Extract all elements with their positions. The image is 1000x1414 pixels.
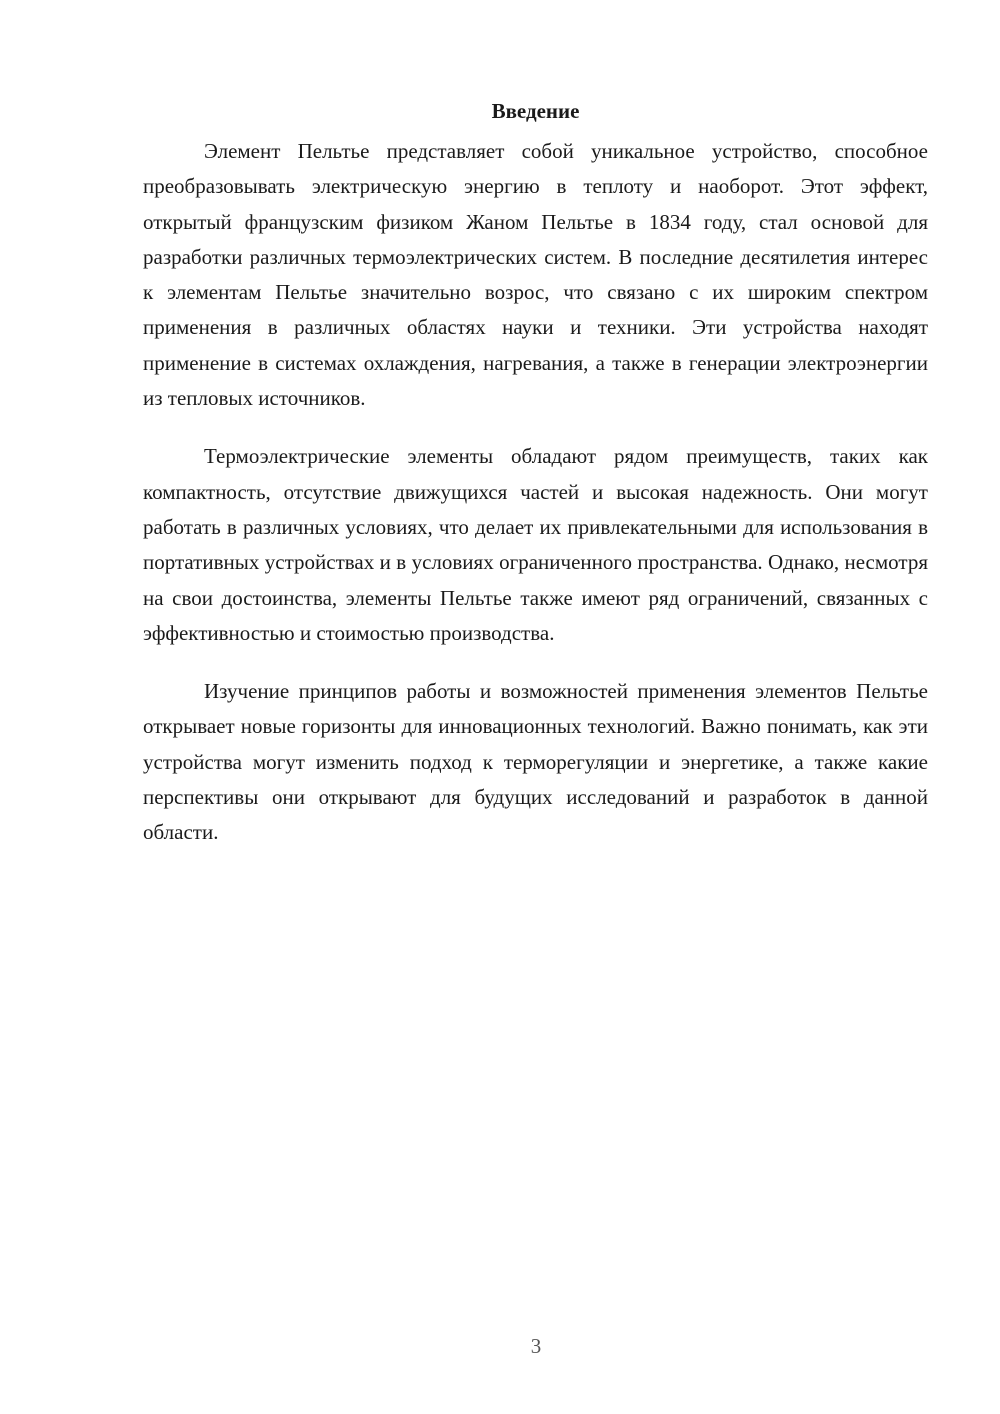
paragraph-1: Элемент Пельтье представляет собой уникальное устройство, способное преобразовывать электрическую энергию в теплоту и наоборот. Этот эффект, открытый французским физиком Жаном Пельтье в 1834 году, стал основой для разработки различных термоэлектрических систем. В последние десятилетия интерес к элементам Пельтье значительно возрос, что связано с их широким спектром применения в различных областях науки и техники. Эти устройства находят применение в системах охлаждения, нагревания, а также в генерации электроэнергии из тепловых источников. xyxy=(143,139,928,411)
page-content xyxy=(143,96,928,874)
page-title: Введение xyxy=(491,99,580,123)
page-number: 3 xyxy=(530,1334,542,1358)
paragraph-2: Термоэлектрические элементы обладают рядом преимуществ, таких как компактность, отсутствие движущихся частей и высокая надежность. Они могут работать в различных условиях, что делает их привлекательными для использования в портативных устройствах и в условиях ограниченного пространства. Однако, несмотря на свои достоинства, элементы Пельтье также имеют ряд ограничений, связанных с эффективностью и стоимостью производства. xyxy=(143,444,928,645)
paragraph-3: Изучение принципов работы и возможностей применения элементов Пельтье открывает новые горизонты для инновационных технологий. Важно понимать, как эти устройства могут изменить подход к терморегуляции и энергетике, а также какие перспективы они открывают для будущих исследований и разработок в данной области. xyxy=(143,679,928,845)
